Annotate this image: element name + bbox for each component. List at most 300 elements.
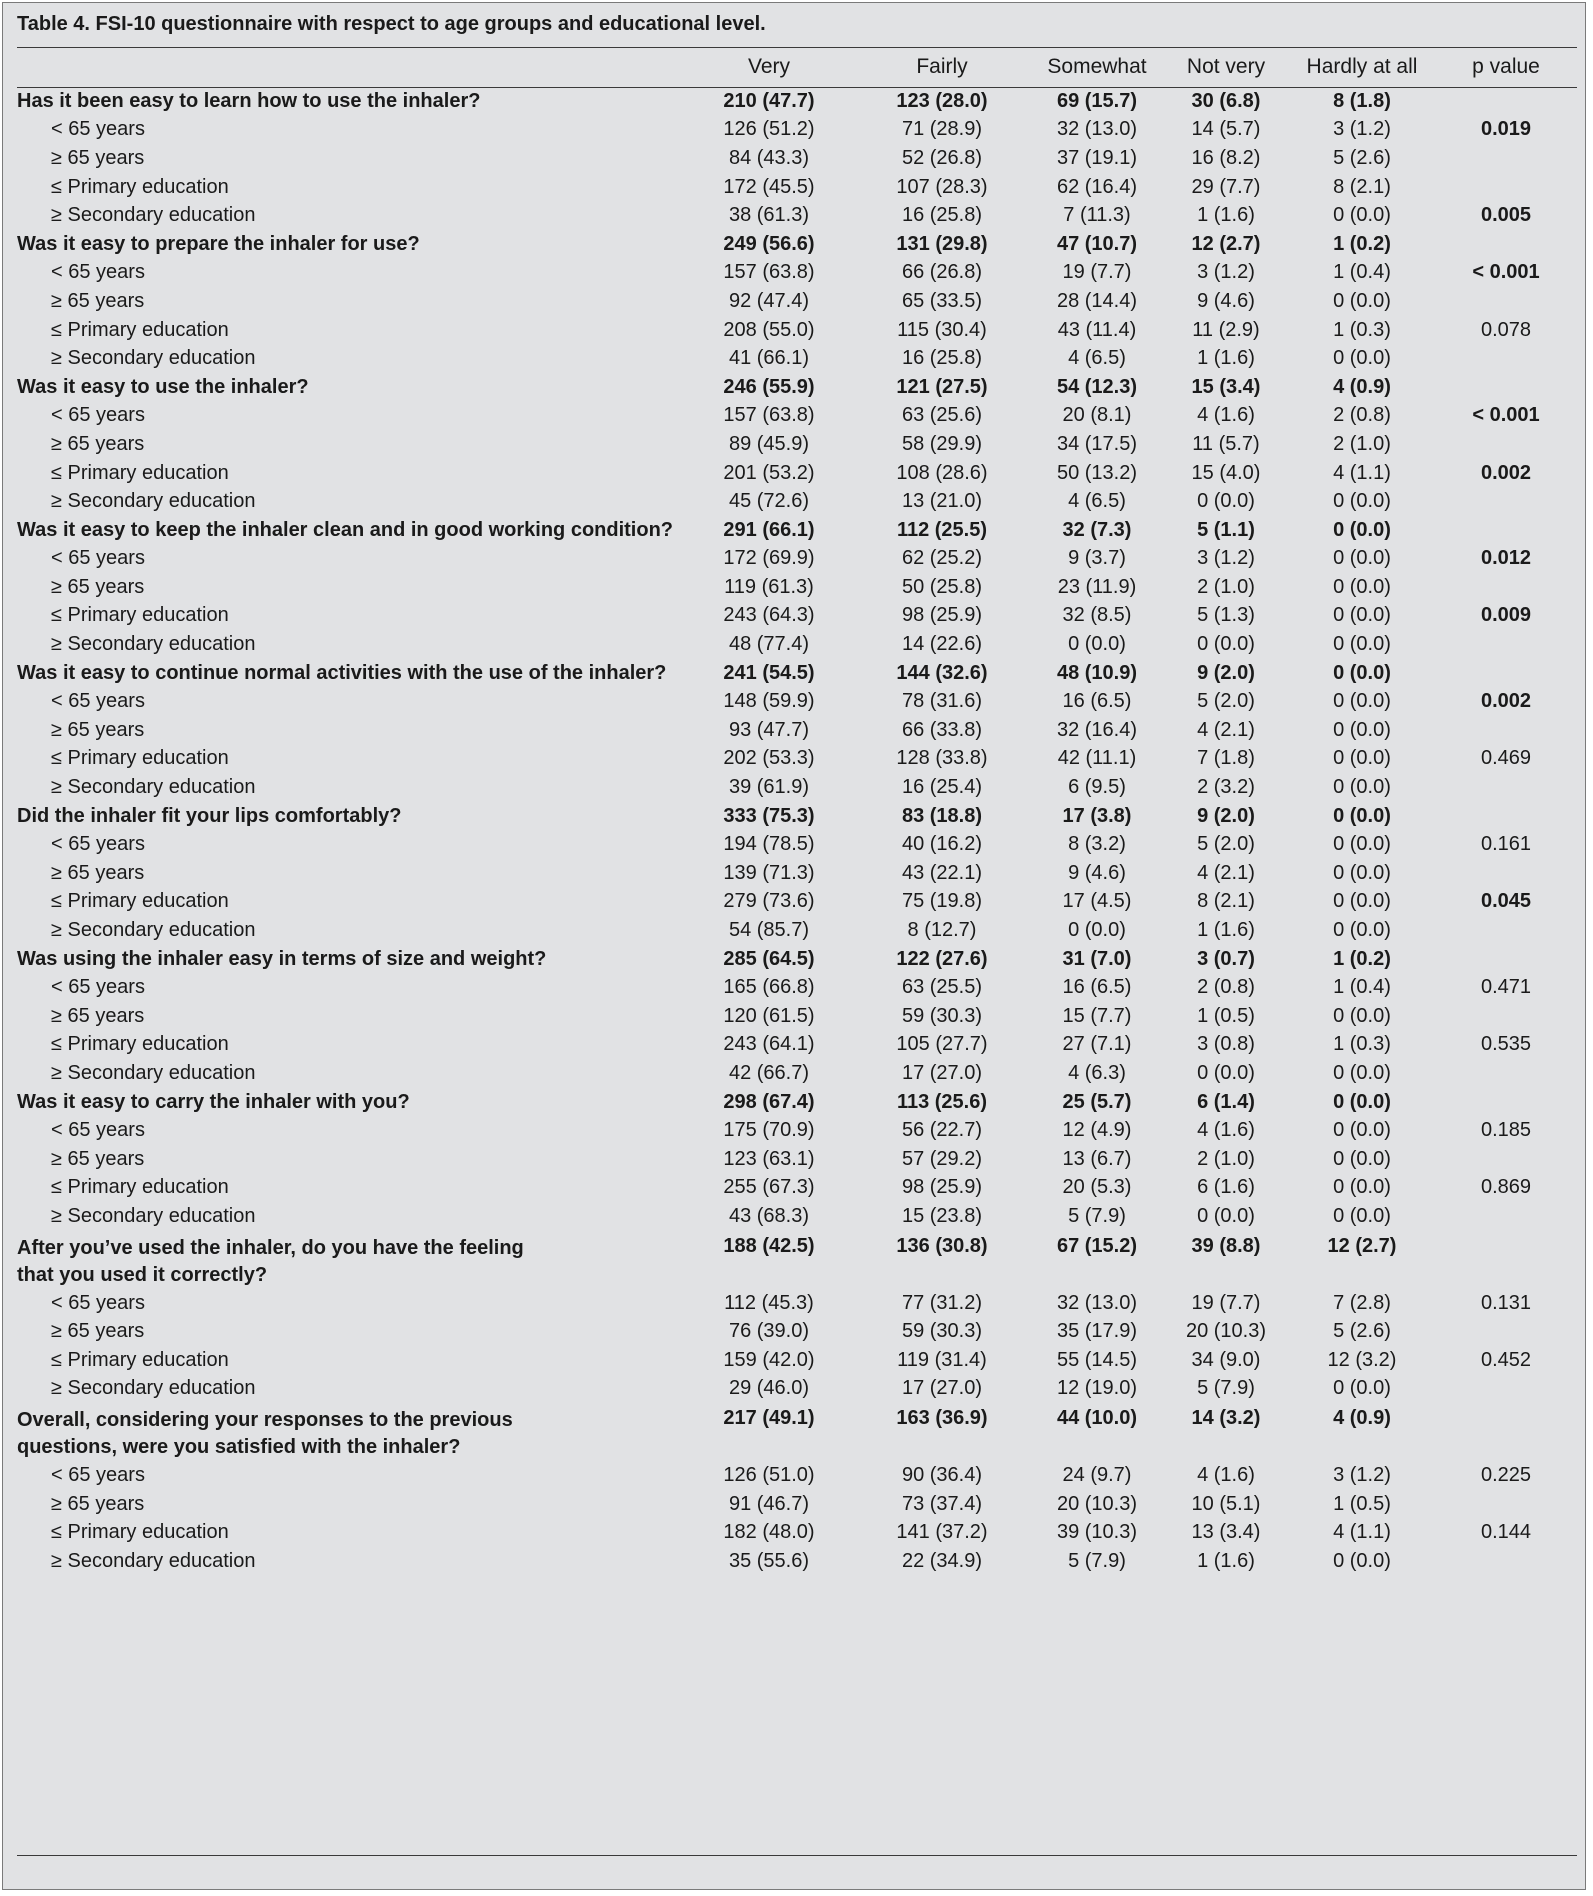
cell-very: 48 (77.4) <box>728 633 810 656</box>
cell-somewhat: 25 (5.7) <box>1062 1090 1132 1113</box>
cell-fairly: 73 (37.4) <box>901 1492 983 1515</box>
cell-fairly: 83 (18.8) <box>901 804 983 827</box>
cell-p-value <box>1435 430 1577 459</box>
cell-not-very: 3 (1.2) <box>1197 547 1255 570</box>
subgroup-row <box>17 973 1577 1002</box>
cell-hardly-at-all: 2 (1.0) <box>1333 432 1391 455</box>
subgroup-row <box>17 1375 1577 1404</box>
cell-hardly-at-all: 8 (2.1) <box>1333 175 1391 198</box>
cell-somewhat: 13 (6.7) <box>1062 1147 1132 1170</box>
cell-somewhat: 20 (8.1) <box>1062 404 1132 427</box>
cell-fairly: 141 (37.2) <box>896 1521 988 1544</box>
cell-p-value: < 0.001 <box>1472 261 1540 284</box>
cell-hardly-at-all: 0 (0.0) <box>1333 289 1391 312</box>
cell-p-value <box>1435 1059 1577 1088</box>
cell-somewhat: 16 (6.5) <box>1062 690 1132 713</box>
cell-fairly: 65 (33.5) <box>901 289 983 312</box>
cell-not-very: 14 (5.7) <box>1191 118 1261 141</box>
subgroup-label: ≥ 65 years <box>51 1004 145 1027</box>
cell-hardly-at-all: 4 (1.1) <box>1333 1521 1391 1544</box>
cell-very: 182 (48.0) <box>723 1521 815 1544</box>
cell-fairly: 15 (23.8) <box>901 1204 983 1227</box>
cell-not-very: 1 (1.6) <box>1197 204 1255 227</box>
question-row <box>17 1088 1577 1117</box>
cell-hardly-at-all: 1 (0.2) <box>1333 232 1391 255</box>
cell-p-value: 0.161 <box>1480 833 1532 856</box>
question-label: Was it easy to keep the inhaler clean and in good working condition? <box>17 518 674 541</box>
cell-somewhat: 39 (10.3) <box>1056 1521 1138 1544</box>
subgroup-label: ≥ 65 years <box>51 861 145 884</box>
cell-not-very: 2 (3.2) <box>1197 776 1255 799</box>
cell-p-value: 0.009 <box>1480 604 1532 627</box>
cell-hardly-at-all: 4 (0.9) <box>1333 375 1391 398</box>
cell-somewhat: 47 (10.7) <box>1056 232 1138 255</box>
subgroup-label: ≤ Primary education <box>51 1348 229 1371</box>
cell-fairly: 59 (30.3) <box>901 1004 983 1027</box>
cell-hardly-at-all: 0 (0.0) <box>1333 804 1391 827</box>
cell-p-value <box>1435 916 1577 945</box>
cell-p-value <box>1435 287 1577 316</box>
subgroup-label: ≥ Secondary education <box>51 1377 256 1400</box>
subgroup-row <box>17 745 1577 774</box>
subgroup-label: ≤ Primary education <box>51 1521 229 1544</box>
cell-fairly: 63 (25.6) <box>901 404 983 427</box>
header-not-very: Not very <box>1186 55 1266 78</box>
cell-somewhat: 32 (8.5) <box>1062 604 1132 627</box>
cell-p-value <box>1435 373 1577 402</box>
subgroup-label: ≥ Secondary education <box>51 347 256 370</box>
cell-somewhat: 12 (4.9) <box>1062 1119 1132 1142</box>
cell-very: 165 (66.8) <box>723 976 815 999</box>
cell-somewhat: 32 (13.0) <box>1056 1291 1138 1314</box>
cell-hardly-at-all: 5 (2.6) <box>1333 146 1391 169</box>
question-label: Was it easy to carry the inhaler with you? <box>17 1090 410 1113</box>
cell-very: 208 (55.0) <box>723 318 815 341</box>
question-label: Was using the inhaler easy in terms of size and weight? <box>17 947 547 970</box>
cell-very: 246 (55.9) <box>723 375 815 398</box>
cell-hardly-at-all: 1 (0.3) <box>1333 318 1391 341</box>
cell-somewhat: 20 (10.3) <box>1056 1492 1138 1515</box>
subgroup-row <box>17 259 1577 288</box>
cell-somewhat: 42 (11.1) <box>1057 747 1137 770</box>
cell-not-very: 3 (1.2) <box>1197 261 1255 284</box>
cell-not-very: 11 (2.9) <box>1192 318 1260 341</box>
cell-not-very: 16 (8.2) <box>1191 146 1261 169</box>
cell-very: 279 (73.6) <box>723 890 815 913</box>
cell-hardly-at-all: 0 (0.0) <box>1333 575 1391 598</box>
cell-p-value <box>1435 87 1577 116</box>
cell-fairly: 90 (36.4) <box>901 1463 983 1486</box>
cell-fairly: 17 (27.0) <box>901 1377 983 1400</box>
cell-p-value <box>1435 630 1577 659</box>
cell-somewhat: 0 (0.0) <box>1068 919 1126 942</box>
subgroup-row <box>17 344 1577 373</box>
cell-not-very: 4 (1.6) <box>1197 1463 1255 1486</box>
cell-hardly-at-all: 8 (1.8) <box>1333 89 1391 112</box>
cell-somewhat: 8 (3.2) <box>1068 833 1126 856</box>
question-row <box>17 1403 1577 1461</box>
subgroup-label: ≤ Primary education <box>51 1033 229 1056</box>
cell-hardly-at-all: 0 (0.0) <box>1333 833 1391 856</box>
subgroup-label: ≤ Primary education <box>51 318 229 341</box>
subgroup-label: < 65 years <box>51 976 145 999</box>
cell-very: 172 (69.9) <box>723 547 815 570</box>
cell-somewhat: 4 (6.5) <box>1068 347 1126 370</box>
cell-somewhat: 28 (14.4) <box>1056 289 1138 312</box>
cell-somewhat: 55 (14.5) <box>1056 1348 1138 1371</box>
cell-somewhat: 69 (15.7) <box>1056 89 1138 112</box>
cell-fairly: 128 (33.8) <box>896 747 988 770</box>
cell-p-value <box>1435 716 1577 745</box>
subgroup-row <box>17 173 1577 202</box>
cell-not-very: 0 (0.0) <box>1197 1204 1255 1227</box>
header-row <box>17 47 1577 87</box>
subgroup-label: < 65 years <box>51 1291 145 1314</box>
cell-fairly: 77 (31.2) <box>901 1291 983 1314</box>
cell-very: 38 (61.3) <box>728 204 810 227</box>
cell-not-very: 2 (1.0) <box>1197 575 1255 598</box>
cell-not-very: 11 (5.7) <box>1192 432 1260 455</box>
cell-fairly: 75 (19.8) <box>901 890 983 913</box>
cell-fairly: 43 (22.1) <box>901 861 983 884</box>
cell-somewhat: 5 (7.9) <box>1068 1204 1126 1227</box>
subgroup-row <box>17 1547 1577 1576</box>
cell-not-very: 14 (3.2) <box>1191 1407 1261 1430</box>
cell-somewhat: 35 (17.9) <box>1056 1320 1138 1343</box>
subgroup-label: < 65 years <box>51 404 145 427</box>
cell-somewhat: 34 (17.5) <box>1056 432 1138 455</box>
cell-fairly: 66 (26.8) <box>901 261 983 284</box>
cell-fairly: 16 (25.4) <box>901 776 983 799</box>
cell-not-very: 20 (10.3) <box>1185 1320 1267 1343</box>
question-label: Was it easy to use the inhaler? <box>17 375 309 398</box>
cell-not-very: 4 (2.1) <box>1197 861 1255 884</box>
subgroup-row <box>17 1116 1577 1145</box>
cell-somewhat: 20 (5.3) <box>1062 1176 1132 1199</box>
header-very: Very <box>747 55 791 78</box>
subgroup-label: ≤ Primary education <box>51 747 229 770</box>
cell-very: 92 (47.4) <box>728 289 810 312</box>
cell-not-very: 15 (4.0) <box>1191 461 1261 484</box>
cell-fairly: 163 (36.9) <box>896 1407 988 1430</box>
cell-not-very: 4 (1.6) <box>1197 404 1255 427</box>
cell-p-value: 0.469 <box>1480 747 1532 770</box>
cell-very: 54 (85.7) <box>728 919 810 942</box>
subgroup-row <box>17 402 1577 431</box>
cell-very: 194 (78.5) <box>723 833 815 856</box>
cell-p-value: 0.131 <box>1480 1291 1532 1314</box>
cell-not-very: 9 (4.6) <box>1197 289 1255 312</box>
cell-hardly-at-all: 0 (0.0) <box>1333 1090 1391 1113</box>
header-hardly-at-all: Hardly at all <box>1306 55 1418 78</box>
question-row <box>17 1231 1577 1289</box>
cell-very: 43 (68.3) <box>728 1204 810 1227</box>
cell-hardly-at-all: 3 (1.2) <box>1333 118 1391 141</box>
subgroup-row <box>17 316 1577 345</box>
cell-hardly-at-all: 0 (0.0) <box>1333 747 1391 770</box>
cell-p-value <box>1435 1317 1577 1346</box>
question-label: Was it easy to continue normal activities with the use of the inhaler? <box>17 661 667 684</box>
cell-very: 45 (72.6) <box>728 490 810 513</box>
cell-somewhat: 44 (10.0) <box>1056 1407 1138 1430</box>
cell-p-value: 0.535 <box>1480 1033 1532 1056</box>
cell-somewhat: 17 (4.5) <box>1062 890 1132 913</box>
cell-not-very: 2 (0.8) <box>1197 976 1255 999</box>
subgroup-label: ≥ Secondary education <box>51 919 256 942</box>
cell-not-very: 29 (7.7) <box>1191 175 1261 198</box>
subgroup-label: ≥ 65 years <box>51 1147 145 1170</box>
cell-p-value <box>1435 1403 1577 1461</box>
cell-p-value <box>1435 1002 1577 1031</box>
cell-very: 126 (51.0) <box>723 1463 815 1486</box>
subgroup-label: ≥ Secondary education <box>51 204 256 227</box>
cell-p-value <box>1435 802 1577 831</box>
subgroup-row <box>17 1346 1577 1375</box>
subgroup-row <box>17 1002 1577 1031</box>
cell-somewhat: 62 (16.4) <box>1056 175 1138 198</box>
cell-very: 93 (47.7) <box>728 718 810 741</box>
cell-not-very: 0 (0.0) <box>1197 1061 1255 1084</box>
header-fairly: Fairly <box>916 55 968 78</box>
cell-somewhat: 9 (4.6) <box>1068 861 1126 884</box>
cell-p-value: 0.471 <box>1480 976 1532 999</box>
cell-p-value: < 0.001 <box>1472 404 1540 427</box>
cell-not-very: 5 (7.9) <box>1197 1377 1255 1400</box>
cell-not-very: 13 (3.4) <box>1191 1521 1261 1544</box>
cell-not-very: 6 (1.4) <box>1197 1090 1255 1113</box>
cell-fairly: 57 (29.2) <box>901 1147 983 1170</box>
cell-fairly: 123 (28.0) <box>896 89 988 112</box>
cell-fairly: 66 (33.8) <box>901 718 983 741</box>
cell-hardly-at-all: 1 (0.2) <box>1333 947 1391 970</box>
cell-very: 243 (64.1) <box>723 1033 815 1056</box>
subgroup-row <box>17 602 1577 631</box>
cell-somewhat: 27 (7.1) <box>1062 1033 1132 1056</box>
subgroup-label: ≤ Primary education <box>51 890 229 913</box>
cell-fairly: 40 (16.2) <box>901 833 983 856</box>
cell-fairly: 113 (25.6) <box>896 1090 988 1113</box>
subgroup-label: < 65 years <box>51 261 145 284</box>
cell-very: 123 (63.1) <box>723 1147 815 1170</box>
cell-fairly: 50 (25.8) <box>901 575 983 598</box>
cell-hardly-at-all: 0 (0.0) <box>1333 1549 1391 1572</box>
cell-somewhat: 16 (6.5) <box>1062 976 1132 999</box>
cell-very: 91 (46.7) <box>728 1492 810 1515</box>
cell-not-very: 12 (2.7) <box>1191 232 1261 255</box>
question-label: After you’ve used the inhaler, do you have the feeling that you used it correctly? <box>17 1236 524 1286</box>
cell-hardly-at-all: 1 (0.4) <box>1333 976 1391 999</box>
cell-somewhat: 50 (13.2) <box>1056 461 1138 484</box>
subgroup-label: ≤ Primary education <box>51 175 229 198</box>
bottom-rule <box>17 1855 1577 1856</box>
cell-very: 119 (61.3) <box>724 575 814 598</box>
cell-hardly-at-all: 0 (0.0) <box>1333 776 1391 799</box>
question-row <box>17 373 1577 402</box>
cell-very: 285 (64.5) <box>723 947 815 970</box>
cell-fairly: 98 (25.9) <box>901 604 983 627</box>
cell-p-value <box>1435 1088 1577 1117</box>
cell-not-very: 1 (1.6) <box>1197 347 1255 370</box>
cell-fairly: 63 (25.5) <box>901 976 983 999</box>
cell-p-value <box>1435 1547 1577 1576</box>
cell-fairly: 52 (26.8) <box>901 146 983 169</box>
subgroup-row <box>17 459 1577 488</box>
cell-fairly: 108 (28.6) <box>896 461 988 484</box>
cell-very: 148 (59.9) <box>723 690 815 713</box>
cell-very: 298 (67.4) <box>723 1090 815 1113</box>
cell-fairly: 136 (30.8) <box>896 1234 988 1257</box>
subgroup-label: ≥ 65 years <box>51 575 145 598</box>
cell-very: 255 (67.3) <box>723 1176 815 1199</box>
cell-fairly: 115 (30.4) <box>897 318 987 341</box>
header-somewhat: Somewhat <box>1047 55 1147 78</box>
subgroup-label: < 65 years <box>51 118 145 141</box>
cell-not-very: 15 (3.4) <box>1191 375 1261 398</box>
cell-hardly-at-all: 1 (0.3) <box>1333 1033 1391 1056</box>
cell-very: 159 (42.0) <box>723 1348 815 1371</box>
cell-very: 210 (47.7) <box>723 89 815 112</box>
cell-p-value: 0.002 <box>1480 461 1532 484</box>
subgroup-row <box>17 1461 1577 1490</box>
cell-fairly: 105 (27.7) <box>896 1033 988 1056</box>
cell-fairly: 16 (25.8) <box>901 347 983 370</box>
cell-very: 217 (49.1) <box>723 1407 815 1430</box>
cell-somewhat: 5 (7.9) <box>1068 1549 1126 1572</box>
subgroup-row <box>17 1317 1577 1346</box>
cell-very: 139 (71.3) <box>723 861 815 884</box>
subgroup-row <box>17 1059 1577 1088</box>
subgroup-row <box>17 573 1577 602</box>
cell-p-value <box>1435 1375 1577 1404</box>
cell-very: 243 (64.3) <box>723 604 815 627</box>
cell-hardly-at-all: 5 (2.6) <box>1333 1320 1391 1343</box>
cell-somewhat: 12 (19.0) <box>1056 1377 1138 1400</box>
subgroup-label: < 65 years <box>51 1463 145 1486</box>
subgroup-row <box>17 1202 1577 1231</box>
cell-not-very: 0 (0.0) <box>1197 490 1255 513</box>
cell-p-value <box>1435 516 1577 545</box>
cell-hardly-at-all: 4 (0.9) <box>1333 1407 1391 1430</box>
cell-hardly-at-all: 1 (0.4) <box>1333 261 1391 284</box>
cell-hardly-at-all: 0 (0.0) <box>1333 547 1391 570</box>
subgroup-label: < 65 years <box>51 1119 145 1142</box>
cell-fairly: 119 (31.4) <box>897 1348 987 1371</box>
cell-p-value <box>1435 945 1577 974</box>
cell-hardly-at-all: 0 (0.0) <box>1333 1377 1391 1400</box>
cell-p-value <box>1435 344 1577 373</box>
subgroup-row <box>17 430 1577 459</box>
table-panel <box>2 2 1586 1890</box>
cell-p-value <box>1435 1145 1577 1174</box>
subgroup-label: ≥ 65 years <box>51 1320 145 1343</box>
subgroup-row <box>17 687 1577 716</box>
cell-very: 202 (53.3) <box>723 747 815 770</box>
cell-p-value: 0.002 <box>1480 690 1532 713</box>
cell-p-value: 0.045 <box>1480 890 1532 913</box>
subgroup-label: ≥ Secondary education <box>51 633 256 656</box>
cell-very: 201 (53.2) <box>723 461 815 484</box>
cell-not-very: 1 (1.6) <box>1197 1549 1255 1572</box>
cell-somewhat: 23 (11.9) <box>1057 575 1137 598</box>
cell-not-very: 6 (1.6) <box>1197 1176 1255 1199</box>
cell-not-very: 39 (8.8) <box>1191 1234 1261 1257</box>
cell-not-very: 3 (0.7) <box>1197 947 1255 970</box>
cell-very: 249 (56.6) <box>723 232 815 255</box>
cell-hardly-at-all: 0 (0.0) <box>1333 718 1391 741</box>
cell-somewhat: 54 (12.3) <box>1056 375 1138 398</box>
cell-p-value: 0.452 <box>1480 1348 1532 1371</box>
cell-fairly: 8 (12.7) <box>907 919 977 942</box>
cell-p-value: 0.078 <box>1480 318 1532 341</box>
cell-hardly-at-all: 0 (0.0) <box>1333 1176 1391 1199</box>
cell-not-very: 4 (2.1) <box>1197 718 1255 741</box>
cell-p-value <box>1435 573 1577 602</box>
question-row <box>17 87 1577 116</box>
cell-fairly: 71 (28.9) <box>901 118 983 141</box>
cell-somewhat: 67 (15.2) <box>1056 1234 1138 1257</box>
cell-somewhat: 7 (11.3) <box>1063 204 1131 227</box>
cell-not-very: 5 (2.0) <box>1197 833 1255 856</box>
cell-not-very: 9 (2.0) <box>1197 661 1255 684</box>
subgroup-row <box>17 888 1577 917</box>
cell-not-very: 5 (1.1) <box>1197 518 1255 541</box>
cell-hardly-at-all: 0 (0.0) <box>1333 604 1391 627</box>
cell-not-very: 4 (1.6) <box>1197 1119 1255 1142</box>
cell-somewhat: 24 (9.7) <box>1062 1463 1132 1486</box>
subgroup-row <box>17 1174 1577 1203</box>
cell-not-very: 34 (9.0) <box>1191 1348 1261 1371</box>
cell-p-value <box>1435 1231 1577 1289</box>
cell-hardly-at-all: 0 (0.0) <box>1333 1119 1391 1142</box>
subgroup-row <box>17 859 1577 888</box>
subgroup-row <box>17 487 1577 516</box>
cell-fairly: 62 (25.2) <box>901 547 983 570</box>
cell-not-very: 7 (1.8) <box>1197 747 1255 770</box>
cell-not-very: 5 (2.0) <box>1197 690 1255 713</box>
subgroup-row <box>17 630 1577 659</box>
subgroup-row <box>17 1289 1577 1318</box>
cell-fairly: 16 (25.8) <box>901 204 983 227</box>
cell-hardly-at-all: 12 (2.7) <box>1327 1234 1397 1257</box>
cell-not-very: 1 (1.6) <box>1197 919 1255 942</box>
cell-p-value: 0.185 <box>1480 1119 1532 1142</box>
cell-p-value <box>1435 773 1577 802</box>
cell-not-very: 3 (0.8) <box>1197 1033 1255 1056</box>
subgroup-row <box>17 916 1577 945</box>
subgroup-row <box>17 287 1577 316</box>
cell-very: 41 (66.1) <box>728 347 810 370</box>
cell-fairly: 98 (25.9) <box>901 1176 983 1199</box>
subgroup-label: ≥ 65 years <box>51 718 145 741</box>
cell-very: 188 (42.5) <box>723 1234 815 1257</box>
cell-hardly-at-all: 2 (0.8) <box>1333 404 1391 427</box>
cell-hardly-at-all: 0 (0.0) <box>1333 690 1391 713</box>
subgroup-row <box>17 1518 1577 1547</box>
cell-p-value <box>1435 1490 1577 1519</box>
cell-p-value <box>1435 144 1577 173</box>
cell-hardly-at-all: 0 (0.0) <box>1333 518 1391 541</box>
cell-somewhat: 31 (7.0) <box>1062 947 1132 970</box>
subgroup-row <box>17 1145 1577 1174</box>
cell-hardly-at-all: 0 (0.0) <box>1333 919 1391 942</box>
cell-fairly: 131 (29.8) <box>896 232 988 255</box>
cell-hardly-at-all: 7 (2.8) <box>1333 1291 1391 1314</box>
subgroup-row <box>17 773 1577 802</box>
cell-fairly: 112 (25.5) <box>896 518 988 541</box>
subgroup-label: ≤ Primary education <box>51 1176 229 1199</box>
cell-p-value: 0.019 <box>1480 118 1532 141</box>
question-label: Has it been easy to learn how to use the inhaler? <box>17 89 481 112</box>
